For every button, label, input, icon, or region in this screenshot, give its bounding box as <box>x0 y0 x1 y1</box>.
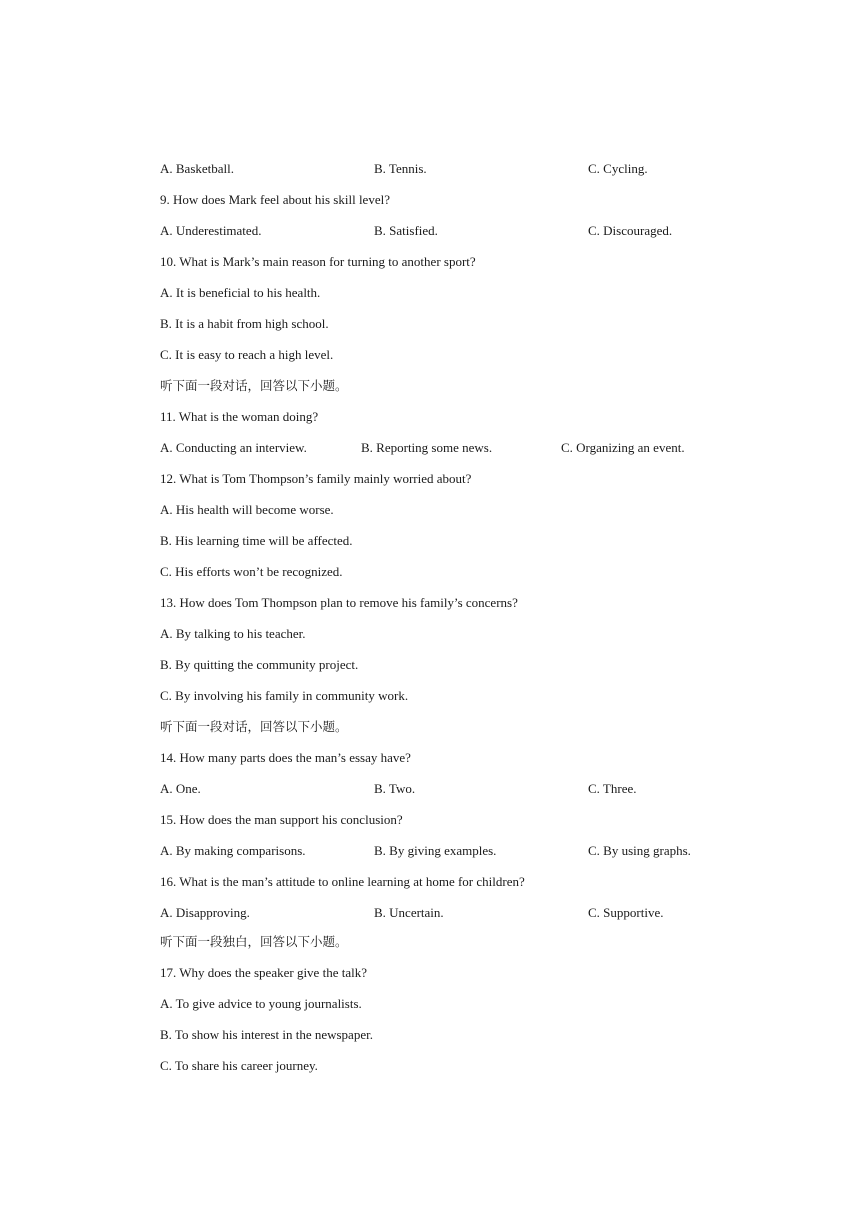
q13-question: 13. How does Tom Thompson plan to remove his family’s concerns? <box>160 595 518 610</box>
q11-option-a: A. Conducting an interview. <box>160 440 307 455</box>
q15-option-b: B. By giving examples. <box>374 843 497 858</box>
q9-option-c: C. Discouraged. <box>588 223 673 238</box>
q15-option-c: C. By using graphs. <box>588 843 691 858</box>
q16-option-c: C. Supportive. <box>588 905 664 920</box>
q12-option-c: C. His efforts won’t be recognized. <box>160 564 343 579</box>
q11-option-c: C. Organizing an event. <box>561 440 685 455</box>
q13-option-c: C. By involving his family in community work. <box>160 688 409 703</box>
q17-question: 17. Why does the speaker give the talk? <box>160 965 367 980</box>
q17-option-a: A. To give advice to young journalists. <box>160 996 362 1011</box>
q14-option-c: C. Three. <box>588 781 637 796</box>
section-header-dialogue-1: 听下面一段对话，回答以下小题。 <box>160 378 348 393</box>
q9-option-a: A. Underestimated. <box>160 223 262 238</box>
q10-option-a: A. It is beneficial to his health. <box>160 285 321 300</box>
q13-option-b: B. By quitting the community project. <box>160 657 359 672</box>
q17-option-b: B. To show his interest in the newspaper. <box>160 1027 373 1042</box>
q12-option-a: A. His health will become worse. <box>160 502 334 517</box>
q10-question: 10. What is Mark’s main reason for turning to another sport? <box>160 254 476 269</box>
q8-option-a: A. Basketball. <box>160 161 235 176</box>
q9-option-b: B. Satisfied. <box>374 223 438 238</box>
q8-option-c: C. Cycling. <box>588 161 648 176</box>
q10-option-b: B. It is a habit from high school. <box>160 316 329 331</box>
q12-question: 12. What is Tom Thompson’s family mainly worried about? <box>160 471 472 486</box>
q11-option-b: B. Reporting some news. <box>361 440 493 455</box>
q12-option-b: B. His learning time will be affected. <box>160 533 353 548</box>
q16-option-b: B. Uncertain. <box>374 905 444 920</box>
q15-option-a: A. By making comparisons. <box>160 843 306 858</box>
section-header-monologue: 听下面一段独白，回答以下小题。 <box>160 934 348 949</box>
q14-option-b: B. Two. <box>374 781 416 796</box>
q11-question: 11. What is the woman doing? <box>160 409 319 424</box>
q14-option-a: A. One. <box>160 781 201 796</box>
q9-question: 9. How does Mark feel about his skill level? <box>160 192 390 207</box>
section-header-dialogue-2: 听下面一段对话，回答以下小题。 <box>160 719 348 734</box>
q16-option-a: A. Disapproving. <box>160 905 250 920</box>
q15-question: 15. How does the man support his conclusion? <box>160 812 403 827</box>
q13-option-a: A. By talking to his teacher. <box>160 626 306 641</box>
q8-option-b: B. Tennis. <box>374 161 427 176</box>
q10-option-c: C. It is easy to reach a high level. <box>160 347 334 362</box>
q14-question: 14. How many parts does the man’s essay have? <box>160 750 411 765</box>
q17-option-c: C. To share his career journey. <box>160 1058 318 1073</box>
q16-question: 16. What is the man’s attitude to online learning at home for children? <box>160 874 525 889</box>
